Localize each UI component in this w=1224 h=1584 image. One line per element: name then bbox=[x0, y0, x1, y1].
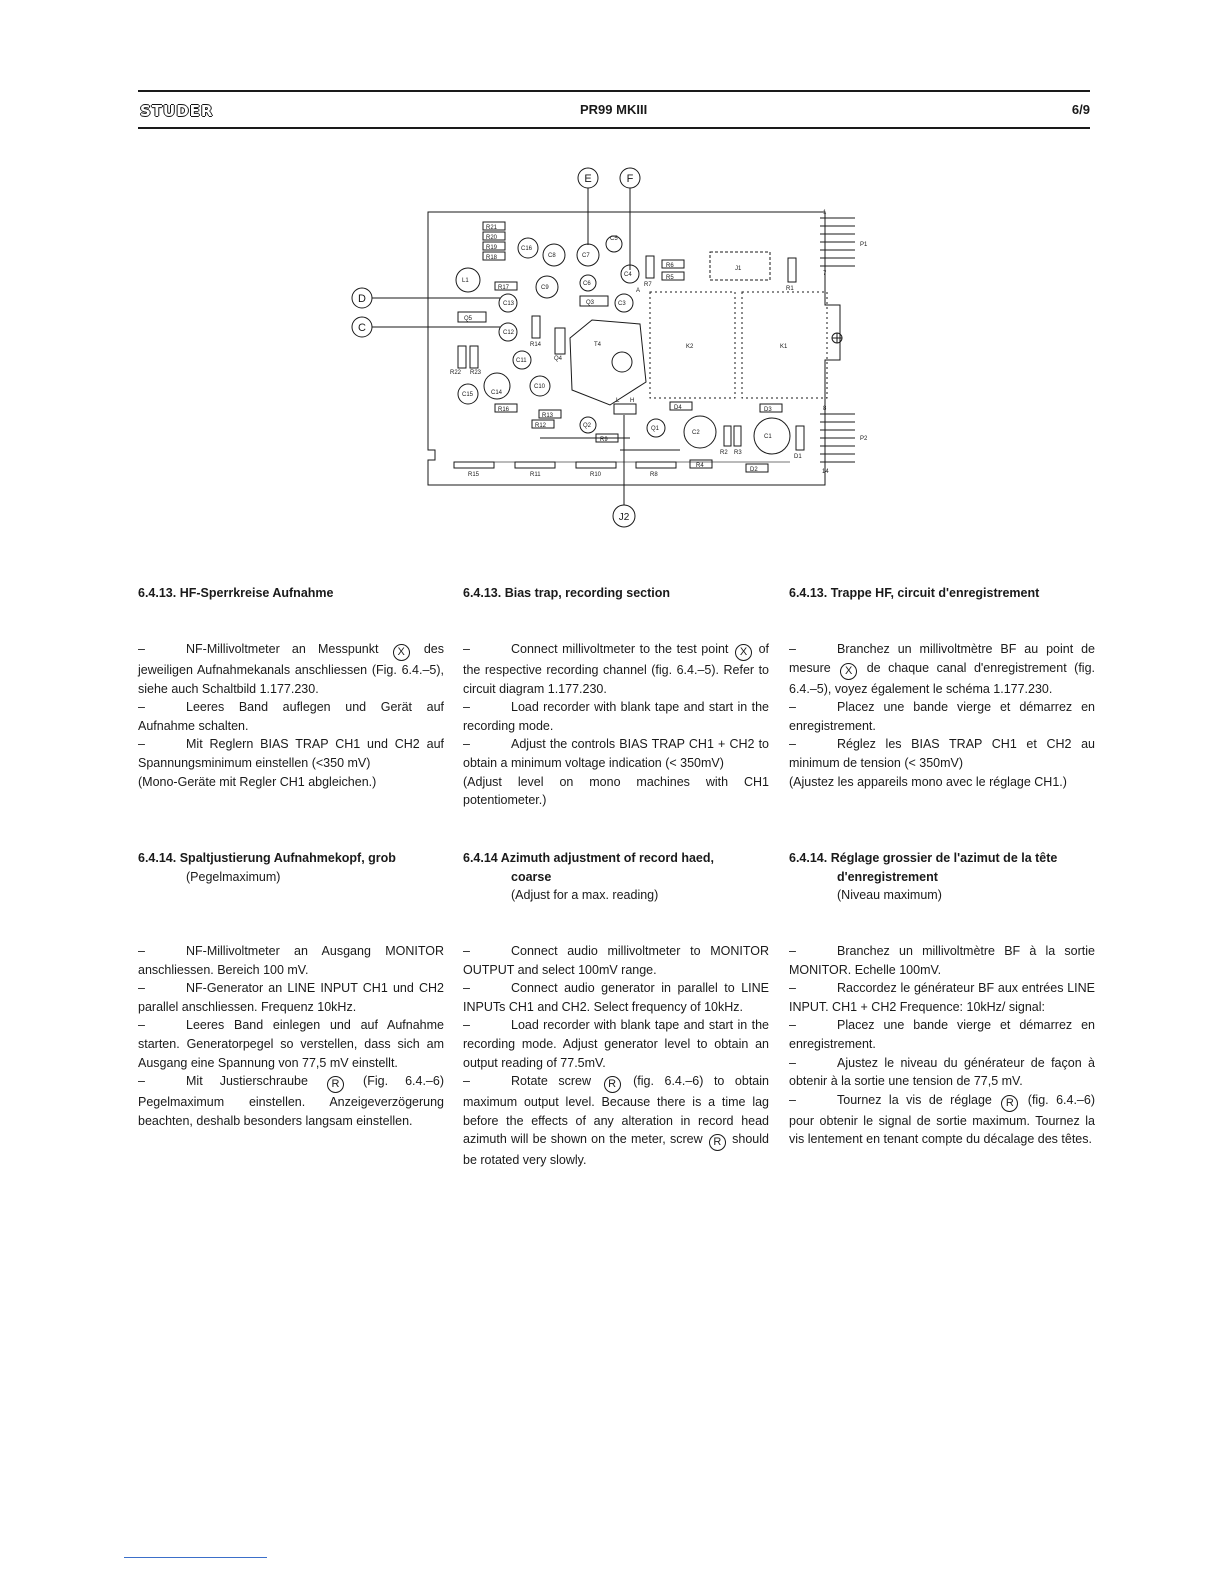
label-p1: P1 bbox=[860, 242, 868, 248]
text: NF-Generator an LINE INPUT CH1 und CH2 parallel anschliessen. Frequenz 10kHz. bbox=[138, 981, 444, 1014]
section-subtitle: (Pegelmaximum) bbox=[186, 869, 281, 884]
dash-mark: – bbox=[789, 1018, 796, 1033]
label-c15: C15 bbox=[462, 392, 474, 398]
paragraph bbox=[463, 979, 769, 1016]
text: (fig. 6.4.–6) to obtain maximum output level. Because there is a time lag before the effects of any alteration in record head azimuth will be shown on the meter, screw bbox=[463, 1074, 769, 1147]
text: Connect millivoltmeter to the test point bbox=[511, 642, 729, 656]
model-title: PR99 MKIII bbox=[580, 102, 648, 117]
label-j1: J1 bbox=[735, 266, 742, 272]
label-c1: C1 bbox=[764, 434, 772, 440]
paragraph bbox=[138, 773, 444, 792]
label-r20: R20 bbox=[486, 235, 498, 241]
label-pin-1: 1 bbox=[823, 210, 827, 216]
label-h: H bbox=[630, 398, 635, 404]
paragraph bbox=[789, 1054, 1095, 1091]
label-r3: R3 bbox=[734, 450, 742, 456]
paragraph bbox=[463, 773, 769, 810]
label-c11: C11 bbox=[516, 358, 527, 364]
label-a: A bbox=[636, 288, 641, 294]
section-title-de-6-4-14 bbox=[138, 849, 444, 886]
section-title-fr-6-4-14 bbox=[789, 849, 1095, 905]
label-c10: C10 bbox=[534, 384, 546, 390]
paragraph bbox=[138, 1016, 444, 1072]
dash-mark: – bbox=[789, 700, 796, 715]
text: Leeres Band einlegen und auf Aufnahme starten. Generatorpegel so verstellen, dass sich am Ausgang eine Spannung von 77,5 mV einstellt. bbox=[138, 1018, 444, 1070]
test-point-x-symbol: X bbox=[393, 644, 410, 661]
text: de chaque canal d'enregistrement (fig. 6.4.–5), voyez également le schéma 1.177.230. bbox=[789, 660, 1095, 696]
section-title-text: Spaltjustierung Aufnahmekopf, grob bbox=[179, 851, 396, 865]
paragraph bbox=[138, 640, 444, 698]
section-subtitle: (Niveau maximum) bbox=[837, 888, 942, 903]
label-r11: R11 bbox=[530, 472, 541, 478]
callout-f-label: F bbox=[626, 173, 634, 185]
body-de-6-4-14 bbox=[138, 942, 444, 1130]
section-title-text: Réglage grossier de l'azimut de la tête bbox=[830, 851, 1058, 865]
text: Mit Justierschraube bbox=[186, 1074, 308, 1089]
label-r12: R12 bbox=[535, 423, 547, 429]
text: Réglez les BIAS TRAP CH1 et CH2 au minimum de tension (< 350mV) bbox=[789, 737, 1095, 770]
header-rule-bottom bbox=[138, 127, 1090, 129]
label-r1: R1 bbox=[786, 286, 794, 292]
paragraph bbox=[463, 698, 769, 735]
paragraph bbox=[789, 698, 1095, 735]
label-c12: C12 bbox=[503, 330, 515, 336]
label-r6: R6 bbox=[666, 263, 674, 269]
section-title-en-6-4-14 bbox=[463, 849, 769, 905]
label-k2: K2 bbox=[686, 344, 694, 350]
res-r2 bbox=[724, 426, 731, 446]
dash-mark: – bbox=[789, 1092, 796, 1107]
label-r19: R19 bbox=[486, 245, 498, 251]
body-en-6-4-13 bbox=[463, 640, 769, 810]
text: of the respective recording channel (fig. 6.4.–5). Refer to circuit diagram 1.177.230. bbox=[463, 642, 769, 696]
label-r2: R2 bbox=[720, 450, 728, 456]
body-en-6-4-14 bbox=[463, 942, 769, 1170]
paragraph bbox=[789, 773, 1095, 792]
text: Mit Reglern BIAS TRAP CH1 und CH2 auf Spannungsminimum einstellen (<350 mV) bbox=[138, 737, 444, 770]
body-fr-6-4-13 bbox=[789, 640, 1095, 791]
paragraph bbox=[138, 735, 444, 772]
dash-mark: – bbox=[138, 642, 145, 656]
text: NF-Millivoltmeter an Ausgang MONITOR anschliessen. Bereich 100 mV. bbox=[138, 944, 444, 977]
paragraph bbox=[138, 1072, 444, 1130]
section-title-text: HF-Sperrkreise Aufnahme bbox=[179, 586, 334, 600]
label-c13: C13 bbox=[503, 301, 515, 307]
dash-mark: – bbox=[463, 642, 470, 656]
res-r15 bbox=[454, 462, 494, 468]
res-r14 bbox=[532, 316, 540, 338]
paragraph bbox=[789, 942, 1095, 979]
section-title-fr-6-4-13 bbox=[789, 584, 1039, 603]
dash-mark: – bbox=[138, 1018, 145, 1033]
dash-mark: – bbox=[138, 981, 145, 996]
adjusting-screw-r-symbol: R bbox=[327, 1076, 344, 1093]
text: Branchez un millivoltmètre BF à la sortie MONITOR. Echelle 100mV. bbox=[789, 944, 1095, 977]
text: Load recorder with blank tape and start in the recording mode. Adjust generator level to obtain an output reading of 77.5mV. bbox=[463, 1018, 769, 1070]
label-p2: P2 bbox=[860, 436, 868, 442]
callout-d-label: D bbox=[358, 293, 366, 305]
label-q1: Q1 bbox=[651, 426, 660, 432]
dash-mark: – bbox=[789, 737, 796, 752]
dash-mark: – bbox=[789, 1055, 796, 1070]
label-r10: R10 bbox=[590, 472, 602, 478]
label-d1: D1 bbox=[794, 454, 802, 460]
label-q3: Q3 bbox=[586, 300, 595, 306]
paragraph bbox=[463, 942, 769, 979]
label-d3: D3 bbox=[764, 407, 772, 413]
adjusting-screw-r-symbol: R bbox=[604, 1076, 621, 1093]
label-pin-8: 8 bbox=[823, 406, 827, 412]
label-r15: R15 bbox=[468, 472, 480, 478]
label-c8: C8 bbox=[548, 253, 556, 259]
paragraph bbox=[138, 698, 444, 735]
callout-c-label: C bbox=[358, 322, 366, 334]
connector-j2-box bbox=[614, 404, 636, 414]
section-number: 6.4.13. bbox=[463, 586, 502, 600]
cap-c2 bbox=[684, 416, 716, 448]
section-number: 6.4.14. bbox=[138, 851, 177, 865]
circuit-board-diagram bbox=[340, 160, 880, 535]
section-title-en-6-4-13 bbox=[463, 584, 670, 603]
label-k1: K1 bbox=[780, 344, 788, 350]
label-l: L bbox=[616, 398, 620, 404]
adjusting-screw-r-symbol: R bbox=[1001, 1095, 1018, 1112]
section-title-continued: coarse bbox=[511, 869, 552, 884]
text: (Mono-Geräte mit Regler CH1 abgleichen.) bbox=[138, 774, 377, 789]
paragraph bbox=[463, 735, 769, 772]
section-number: 6.4.14 bbox=[463, 851, 498, 865]
text: should be rotated very slowly. bbox=[463, 1132, 769, 1168]
paragraph bbox=[789, 735, 1095, 772]
dash-mark: – bbox=[463, 700, 470, 715]
label-r16: R16 bbox=[498, 407, 510, 413]
label-r7: R7 bbox=[644, 282, 652, 288]
paragraph bbox=[138, 942, 444, 979]
label-r4: R4 bbox=[696, 463, 704, 469]
text: Connect audio generator in parallel to LINE INPUTs CH1 and CH2. Select frequency of 10kHz. bbox=[463, 981, 769, 1014]
callout-j2-label: J2 bbox=[618, 512, 630, 523]
dash-mark: – bbox=[463, 981, 470, 996]
section-title-text: Azimuth adjustment of record haed, bbox=[500, 851, 714, 865]
header-rule-top bbox=[138, 90, 1090, 92]
dash-mark: – bbox=[463, 1018, 470, 1033]
label-l1: L1 bbox=[462, 278, 469, 284]
dash-mark: – bbox=[463, 944, 470, 958]
paragraph bbox=[138, 979, 444, 1016]
label-c16: C16 bbox=[521, 246, 533, 252]
dash-mark: – bbox=[138, 944, 145, 958]
text: (Ajustez les appareils mono avec le réglage CH1.) bbox=[789, 774, 1067, 789]
dash-mark: – bbox=[463, 1074, 470, 1089]
label-c9: C9 bbox=[541, 285, 549, 291]
dash-mark: – bbox=[789, 981, 796, 996]
paragraph bbox=[789, 640, 1095, 698]
label-q4: Q4 bbox=[554, 356, 563, 362]
section-title-text: Bias trap, recording section bbox=[504, 586, 671, 600]
res-r8 bbox=[636, 462, 676, 468]
label-pin-7: 7 bbox=[823, 271, 827, 277]
label-c6: C6 bbox=[583, 281, 591, 287]
section-title-de-6-4-13 bbox=[138, 584, 333, 603]
body-de-6-4-13 bbox=[138, 640, 444, 791]
text: Rotate screw bbox=[511, 1074, 592, 1089]
res-r7 bbox=[646, 256, 654, 278]
test-point-x-symbol: X bbox=[735, 644, 752, 661]
text: Adjust the controls BIAS TRAP CH1 + CH2 to obtain a minimum voltage indication (< 350mV) bbox=[463, 737, 769, 770]
dash-mark: – bbox=[789, 642, 796, 656]
section-number: 6.4.13. bbox=[138, 586, 177, 600]
label-c7: C7 bbox=[582, 253, 590, 259]
dash-mark: – bbox=[138, 700, 145, 715]
res-r3 bbox=[734, 426, 741, 446]
res-r22 bbox=[458, 346, 466, 368]
text: Placez une bande vierge et démarrez en enregistrement. bbox=[789, 1018, 1095, 1051]
label-c5: C5 bbox=[610, 236, 618, 242]
label-pin-14: 14 bbox=[822, 469, 829, 475]
label-r23: R23 bbox=[470, 370, 482, 376]
text: Placez une bande vierge et démarrez en enregistrement. bbox=[789, 700, 1095, 733]
label-q2: Q2 bbox=[583, 423, 592, 429]
transistor-q4 bbox=[555, 328, 565, 354]
label-r5: R5 bbox=[666, 275, 674, 281]
label-r14: R14 bbox=[530, 342, 542, 348]
body-fr-6-4-14 bbox=[789, 942, 1095, 1149]
text: Ajustez le niveau du générateur de façon à obtenir à la sortie une tension de 77,5 mV. bbox=[789, 1055, 1095, 1089]
text: Tournez la vis de réglage bbox=[837, 1092, 992, 1107]
label-r21: R21 bbox=[486, 225, 498, 231]
section-number: 6.4.13. bbox=[789, 586, 828, 600]
text: (fig. 6.4.–6) pour obtenir le signal de sortie maximum. Tournez la vis lentement en tenant compte du décalage des têtes. bbox=[789, 1092, 1095, 1147]
board-outline bbox=[428, 212, 840, 485]
callout-e-label: E bbox=[584, 173, 592, 185]
label-r8: R8 bbox=[650, 472, 658, 478]
brand-logo: STUDER bbox=[140, 102, 214, 120]
paragraph bbox=[463, 1016, 769, 1072]
text: Load recorder with blank tape and start in the recording mode. bbox=[463, 700, 769, 733]
label-d4: D4 bbox=[674, 405, 682, 411]
cap-c1 bbox=[754, 418, 790, 454]
text: des jeweiligen Aufnahmekanals anschliessen (Fig. 6.4.–5), siehe auch Schaltbild 1.177.230. bbox=[138, 642, 444, 696]
diode-d1 bbox=[796, 426, 804, 450]
dash-mark: – bbox=[463, 737, 470, 752]
section-subtitle: (Adjust for a max. reading) bbox=[511, 888, 659, 903]
text: Leeres Band auflegen und Gerät auf Aufnahme schalten. bbox=[138, 700, 444, 733]
footer-line bbox=[124, 1557, 267, 1558]
paragraph bbox=[789, 1016, 1095, 1053]
paragraph bbox=[463, 640, 769, 698]
label-r17: R17 bbox=[498, 285, 510, 291]
label-r13: R13 bbox=[542, 413, 554, 419]
dash-mark: – bbox=[138, 1074, 145, 1089]
label-r9: R9 bbox=[600, 437, 608, 443]
paragraph bbox=[789, 979, 1095, 1016]
res-r1 bbox=[788, 258, 796, 282]
transformer-t4 bbox=[570, 320, 646, 405]
label-r18: R18 bbox=[486, 255, 498, 261]
paragraph bbox=[789, 1091, 1095, 1149]
section-title-text: Trappe HF, circuit d'enregistrement bbox=[830, 586, 1040, 600]
text: NF-Millivoltmeter an Messpunkt bbox=[186, 642, 379, 656]
label-q5: Q5 bbox=[464, 316, 473, 322]
section-number: 6.4.14. bbox=[789, 851, 828, 865]
label-t4: T4 bbox=[594, 342, 602, 348]
label-c14: C14 bbox=[491, 390, 503, 396]
label-c2: C2 bbox=[692, 430, 700, 436]
text: (Fig. 6.4.–6) Pegelmaximum einstellen. Anzeigeverzögerung beachten, deshalb besonders langsam einstellen. bbox=[138, 1074, 445, 1128]
section-title-continued: d'enregistrement bbox=[837, 869, 938, 884]
adjusting-screw-r-symbol: R bbox=[709, 1134, 726, 1151]
label-d2: D2 bbox=[750, 467, 758, 473]
dash-mark: – bbox=[789, 944, 796, 958]
page-number: 6/9 bbox=[1071, 102, 1090, 117]
paragraph bbox=[463, 1072, 769, 1170]
text: Raccordez le générateur BF aux entrées LINE INPUT. CH1 + CH2 Frequence: 10kHz/ signal: bbox=[789, 981, 1095, 1014]
res-r10 bbox=[576, 462, 616, 468]
text: Branchez un millivoltmètre BF au point de mesure bbox=[789, 642, 1095, 675]
test-point-x-symbol: X bbox=[840, 663, 857, 680]
label-r22: R22 bbox=[450, 370, 462, 376]
res-r11 bbox=[515, 462, 555, 468]
label-c3: C3 bbox=[618, 301, 626, 307]
res-r23 bbox=[470, 346, 478, 368]
text: (Adjust level on mono machines with CH1 potentiometer.) bbox=[463, 774, 769, 808]
label-c4: C4 bbox=[624, 272, 632, 278]
dash-mark: – bbox=[138, 737, 145, 752]
text: Connect audio millivoltmeter to MONITOR OUTPUT and select 100mV range. bbox=[463, 944, 769, 977]
